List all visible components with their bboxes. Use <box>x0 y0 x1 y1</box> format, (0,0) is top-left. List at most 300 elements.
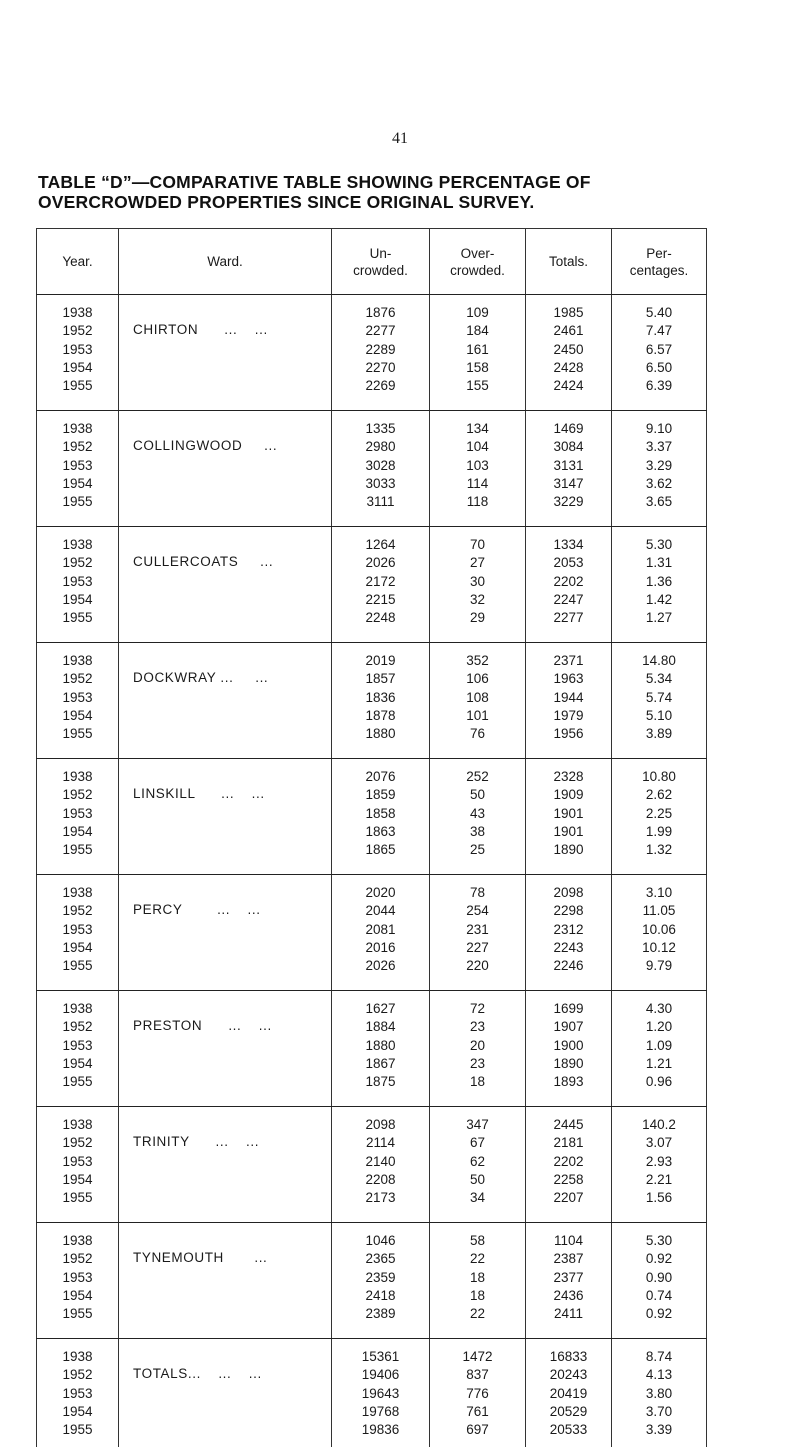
uncrowded-value: 2277 <box>332 322 429 340</box>
year-cell <box>37 527 119 643</box>
overcrowded-value: 134 <box>430 420 525 438</box>
percentage-value: 3.80 <box>612 1385 706 1403</box>
year-value: 1952 <box>37 670 118 688</box>
overcrowded-value: 30 <box>430 573 525 591</box>
totals-value: 2411 <box>526 1305 611 1323</box>
uncrowded-value: 2026 <box>332 554 429 572</box>
year-value: 1938 <box>37 1000 118 1018</box>
page-number: 41 <box>0 130 800 148</box>
ward-cell <box>119 295 332 411</box>
uncrowded-value: 1858 <box>332 805 429 823</box>
totals-value: 2243 <box>526 939 611 957</box>
table-row <box>37 759 707 875</box>
percentage-value: 1.27 <box>612 609 706 627</box>
year-value: 1938 <box>37 652 118 670</box>
totals-value: 2181 <box>526 1134 611 1152</box>
overcrowded-value: 25 <box>430 841 525 859</box>
totals-value: 1699 <box>526 1000 611 1018</box>
uncrowded-value: 2359 <box>332 1269 429 1287</box>
overcrowded-value: 184 <box>430 322 525 340</box>
header-totals: Totals. <box>526 229 612 295</box>
percentage-value: 3.29 <box>612 457 706 475</box>
ward-name: COLLINGWOOD ... <box>119 411 331 453</box>
totals-value: 1909 <box>526 786 611 804</box>
overcrowded-value: 347 <box>430 1116 525 1134</box>
totals-value: 2258 <box>526 1171 611 1189</box>
percentage-cell <box>612 1223 707 1339</box>
overcrowded-value: 161 <box>430 341 525 359</box>
totals-value: 2298 <box>526 902 611 920</box>
percentage-value: 5.30 <box>612 1232 706 1250</box>
table-row <box>37 527 707 643</box>
uncrowded-value: 2248 <box>332 609 429 627</box>
totals-value: 1963 <box>526 670 611 688</box>
percentage-cell <box>612 759 707 875</box>
totals-value: 1900 <box>526 1037 611 1055</box>
year-value: 1953 <box>37 341 118 359</box>
overcrowded-value: 50 <box>430 786 525 804</box>
year-value: 1953 <box>37 921 118 939</box>
totals-value: 2246 <box>526 957 611 975</box>
totals-value: 2450 <box>526 341 611 359</box>
percentage-value: 7.47 <box>612 322 706 340</box>
percentage-cell <box>612 1107 707 1223</box>
overcrowded-value: 114 <box>430 475 525 493</box>
percentage-value: 0.90 <box>612 1269 706 1287</box>
percentage-value: 5.10 <box>612 707 706 725</box>
uncrowded-cell <box>332 1223 430 1339</box>
uncrowded-value: 1046 <box>332 1232 429 1250</box>
uncrowded-value: 2019 <box>332 652 429 670</box>
uncrowded-value: 2114 <box>332 1134 429 1152</box>
uncrowded-value: 1859 <box>332 786 429 804</box>
percentage-value: 10.12 <box>612 939 706 957</box>
ward-cell <box>119 1107 332 1223</box>
uncrowded-cell <box>332 875 430 991</box>
percentage-value: 3.62 <box>612 475 706 493</box>
overcrowded-value: 23 <box>430 1018 525 1036</box>
totals-value: 1469 <box>526 420 611 438</box>
totals-value: 16833 <box>526 1348 611 1366</box>
ward-name: DOCKWRAY ... ... <box>119 643 331 685</box>
uncrowded-value: 1880 <box>332 725 429 743</box>
percentage-value: 0.74 <box>612 1287 706 1305</box>
ward-name: TOTALS... ... ... <box>119 1339 331 1381</box>
percentage-value: 10.06 <box>612 921 706 939</box>
header-uncrowded: Un- crowded. <box>332 229 430 295</box>
uncrowded-cell <box>332 1339 430 1447</box>
totals-value: 2428 <box>526 359 611 377</box>
overcrowded-value: 18 <box>430 1073 525 1091</box>
overcrowded-value: 43 <box>430 805 525 823</box>
totals-cell <box>526 411 612 527</box>
overcrowded-value: 20 <box>430 1037 525 1055</box>
totals-value: 20243 <box>526 1366 611 1384</box>
percentage-value: 0.96 <box>612 1073 706 1091</box>
totals-value: 3147 <box>526 475 611 493</box>
overcrowded-value: 22 <box>430 1305 525 1323</box>
uncrowded-value: 15361 <box>332 1348 429 1366</box>
percentage-value: 3.07 <box>612 1134 706 1152</box>
year-value: 1938 <box>37 1116 118 1134</box>
percentage-value: 1.42 <box>612 591 706 609</box>
overcrowded-value: 76 <box>430 725 525 743</box>
overcrowded-value: 67 <box>430 1134 525 1152</box>
year-value: 1954 <box>37 707 118 725</box>
year-cell <box>37 643 119 759</box>
year-value: 1938 <box>37 768 118 786</box>
overcrowded-value: 109 <box>430 304 525 322</box>
uncrowded-value: 19643 <box>332 1385 429 1403</box>
uncrowded-value: 2020 <box>332 884 429 902</box>
year-value: 1955 <box>37 1073 118 1091</box>
overcrowded-value: 78 <box>430 884 525 902</box>
overcrowded-cell <box>430 991 526 1107</box>
totals-value: 3084 <box>526 438 611 456</box>
overcrowded-cell <box>430 759 526 875</box>
overcrowded-value: 103 <box>430 457 525 475</box>
percentage-value: 1.99 <box>612 823 706 841</box>
percentage-cell <box>612 527 707 643</box>
totals-cell <box>526 643 612 759</box>
header-year: Year. <box>37 229 119 295</box>
totals-cell <box>526 1339 612 1447</box>
totals-value: 3131 <box>526 457 611 475</box>
year-cell <box>37 875 119 991</box>
percentage-value: 0.92 <box>612 1305 706 1323</box>
uncrowded-value: 3111 <box>332 493 429 511</box>
uncrowded-value: 19406 <box>332 1366 429 1384</box>
uncrowded-value: 1627 <box>332 1000 429 1018</box>
overcrowded-value: 761 <box>430 1403 525 1421</box>
table-title <box>38 172 778 212</box>
year-value: 1955 <box>37 725 118 743</box>
percentage-value: 1.31 <box>612 554 706 572</box>
percentage-value: 6.39 <box>612 377 706 395</box>
year-cell <box>37 1339 119 1447</box>
year-value: 1955 <box>37 957 118 975</box>
totals-value: 2312 <box>526 921 611 939</box>
percentage-value: 2.25 <box>612 805 706 823</box>
percentage-value: 9.10 <box>612 420 706 438</box>
year-value: 1953 <box>37 1037 118 1055</box>
percentage-value: 1.32 <box>612 841 706 859</box>
percentage-value: 11.05 <box>612 902 706 920</box>
totals-value: 1956 <box>526 725 611 743</box>
year-value: 1954 <box>37 939 118 957</box>
percentage-value: 3.39 <box>612 1421 706 1439</box>
overcrowded-value: 231 <box>430 921 525 939</box>
totals-cell <box>526 295 612 411</box>
uncrowded-value: 2076 <box>332 768 429 786</box>
percentage-value: 4.13 <box>612 1366 706 1384</box>
overcrowded-cell <box>430 1107 526 1223</box>
totals-value: 1985 <box>526 304 611 322</box>
year-value: 1954 <box>37 475 118 493</box>
year-value: 1955 <box>37 493 118 511</box>
totals-value: 2424 <box>526 377 611 395</box>
percentage-value: 3.37 <box>612 438 706 456</box>
table-row <box>37 295 707 411</box>
overcrowded-value: 106 <box>430 670 525 688</box>
year-value: 1952 <box>37 322 118 340</box>
uncrowded-value: 1863 <box>332 823 429 841</box>
year-value: 1954 <box>37 1055 118 1073</box>
year-value: 1953 <box>37 573 118 591</box>
year-value: 1953 <box>37 805 118 823</box>
percentage-value: 2.21 <box>612 1171 706 1189</box>
uncrowded-cell <box>332 991 430 1107</box>
year-cell <box>37 1223 119 1339</box>
percentage-cell <box>612 295 707 411</box>
totals-value: 20533 <box>526 1421 611 1439</box>
percentage-value: 1.36 <box>612 573 706 591</box>
uncrowded-value: 2389 <box>332 1305 429 1323</box>
totals-value: 2202 <box>526 1153 611 1171</box>
uncrowded-value: 1875 <box>332 1073 429 1091</box>
totals-value: 2202 <box>526 573 611 591</box>
uncrowded-value: 2098 <box>332 1116 429 1134</box>
totals-value: 2098 <box>526 884 611 902</box>
percentage-value: 1.09 <box>612 1037 706 1055</box>
uncrowded-value: 2016 <box>332 939 429 957</box>
year-value: 1952 <box>37 438 118 456</box>
uncrowded-value: 2172 <box>332 573 429 591</box>
totals-value: 2247 <box>526 591 611 609</box>
percentage-value: 5.40 <box>612 304 706 322</box>
title-line-1: TABLE “D”—COMPARATIVE TABLE SHOWING PERCENTAGE OF <box>38 172 778 192</box>
year-value: 1952 <box>37 1134 118 1152</box>
overcrowded-value: 158 <box>430 359 525 377</box>
overcrowded-value: 22 <box>430 1250 525 1268</box>
ward-cell <box>119 875 332 991</box>
ward-name: CHIRTON ... ... <box>119 295 331 337</box>
totals-cell <box>526 527 612 643</box>
uncrowded-value: 3033 <box>332 475 429 493</box>
totals-cell <box>526 1107 612 1223</box>
year-value: 1938 <box>37 420 118 438</box>
percentage-value: 1.21 <box>612 1055 706 1073</box>
uncrowded-value: 1876 <box>332 304 429 322</box>
year-value: 1953 <box>37 1269 118 1287</box>
ward-name: LINSKILL ... ... <box>119 759 331 801</box>
year-value: 1938 <box>37 884 118 902</box>
overcrowded-value: 70 <box>430 536 525 554</box>
totals-value: 1901 <box>526 805 611 823</box>
overcrowded-value: 104 <box>430 438 525 456</box>
totals-value: 1979 <box>526 707 611 725</box>
totals-value: 2371 <box>526 652 611 670</box>
overcrowded-value: 18 <box>430 1269 525 1287</box>
uncrowded-value: 1836 <box>332 689 429 707</box>
year-value: 1954 <box>37 1171 118 1189</box>
table-row <box>37 991 707 1107</box>
year-value: 1952 <box>37 1250 118 1268</box>
table-row <box>37 1223 707 1339</box>
overcrowded-value: 254 <box>430 902 525 920</box>
year-value: 1952 <box>37 1018 118 1036</box>
overcrowding-table <box>36 228 707 1447</box>
overcrowded-cell <box>430 643 526 759</box>
overcrowded-value: 101 <box>430 707 525 725</box>
year-value: 1954 <box>37 359 118 377</box>
totals-value: 1893 <box>526 1073 611 1091</box>
totals-value: 2461 <box>526 322 611 340</box>
totals-value: 2277 <box>526 609 611 627</box>
uncrowded-cell <box>332 759 430 875</box>
percentage-value: 6.50 <box>612 359 706 377</box>
header-overcrowded: Over- crowded. <box>430 229 526 295</box>
year-value: 1938 <box>37 1348 118 1366</box>
percentage-value: 6.57 <box>612 341 706 359</box>
overcrowded-cell <box>430 527 526 643</box>
percentage-value: 5.34 <box>612 670 706 688</box>
year-value: 1955 <box>37 609 118 627</box>
ward-cell <box>119 1223 332 1339</box>
totals-value: 1907 <box>526 1018 611 1036</box>
ward-cell <box>119 527 332 643</box>
overcrowded-value: 108 <box>430 689 525 707</box>
totals-value: 1890 <box>526 1055 611 1073</box>
overcrowded-cell <box>430 1339 526 1447</box>
uncrowded-cell <box>332 411 430 527</box>
ward-cell <box>119 1339 332 1447</box>
uncrowded-cell <box>332 527 430 643</box>
overcrowded-value: 155 <box>430 377 525 395</box>
year-cell <box>37 295 119 411</box>
uncrowded-cell <box>332 1107 430 1223</box>
year-value: 1953 <box>37 1385 118 1403</box>
percentage-cell <box>612 991 707 1107</box>
totals-value: 1901 <box>526 823 611 841</box>
percentage-value: 10.80 <box>612 768 706 786</box>
uncrowded-value: 1880 <box>332 1037 429 1055</box>
overcrowded-cell <box>430 1223 526 1339</box>
totals-value: 20419 <box>526 1385 611 1403</box>
percentage-cell <box>612 643 707 759</box>
percentage-value: 3.89 <box>612 725 706 743</box>
year-value: 1955 <box>37 377 118 395</box>
overcrowded-value: 62 <box>430 1153 525 1171</box>
uncrowded-value: 2215 <box>332 591 429 609</box>
overcrowded-value: 29 <box>430 609 525 627</box>
overcrowded-value: 72 <box>430 1000 525 1018</box>
percentage-cell <box>612 411 707 527</box>
year-value: 1952 <box>37 786 118 804</box>
table-row <box>37 1107 707 1223</box>
year-cell <box>37 1107 119 1223</box>
overcrowded-value: 18 <box>430 1287 525 1305</box>
overcrowded-value: 27 <box>430 554 525 572</box>
year-value: 1954 <box>37 591 118 609</box>
overcrowded-value: 50 <box>430 1171 525 1189</box>
totals-value: 2387 <box>526 1250 611 1268</box>
uncrowded-value: 19836 <box>332 1421 429 1439</box>
uncrowded-value: 2044 <box>332 902 429 920</box>
totals-value: 3229 <box>526 493 611 511</box>
overcrowded-cell <box>430 411 526 527</box>
ward-cell <box>119 759 332 875</box>
percentage-value: 1.20 <box>612 1018 706 1036</box>
percentage-value: 3.70 <box>612 1403 706 1421</box>
uncrowded-value: 2980 <box>332 438 429 456</box>
year-value: 1953 <box>37 1153 118 1171</box>
percentage-value: 1.56 <box>612 1189 706 1207</box>
uncrowded-value: 1857 <box>332 670 429 688</box>
totals-cell <box>526 759 612 875</box>
overcrowded-value: 38 <box>430 823 525 841</box>
percentage-value: 2.93 <box>612 1153 706 1171</box>
percentage-value: 9.79 <box>612 957 706 975</box>
overcrowded-value: 118 <box>430 493 525 511</box>
ward-name: PRESTON ... ... <box>119 991 331 1033</box>
totals-value: 2436 <box>526 1287 611 1305</box>
uncrowded-value: 1335 <box>332 420 429 438</box>
overcrowded-value: 837 <box>430 1366 525 1384</box>
year-value: 1954 <box>37 823 118 841</box>
totals-value: 1104 <box>526 1232 611 1250</box>
percentage-value: 5.74 <box>612 689 706 707</box>
uncrowded-value: 3028 <box>332 457 429 475</box>
year-value: 1953 <box>37 689 118 707</box>
uncrowded-value: 1878 <box>332 707 429 725</box>
overcrowded-value: 697 <box>430 1421 525 1439</box>
table-row <box>37 1339 707 1447</box>
ward-cell <box>119 411 332 527</box>
uncrowded-value: 2289 <box>332 341 429 359</box>
percentage-value: 14.80 <box>612 652 706 670</box>
uncrowded-value: 19768 <box>332 1403 429 1421</box>
uncrowded-value: 2173 <box>332 1189 429 1207</box>
year-value: 1953 <box>37 457 118 475</box>
overcrowded-value: 252 <box>430 768 525 786</box>
uncrowded-value: 2269 <box>332 377 429 395</box>
year-value: 1952 <box>37 554 118 572</box>
uncrowded-value: 1264 <box>332 536 429 554</box>
ward-name: TRINITY ... ... <box>119 1107 331 1149</box>
overcrowded-value: 220 <box>430 957 525 975</box>
totals-value: 2445 <box>526 1116 611 1134</box>
year-value: 1955 <box>37 1189 118 1207</box>
overcrowded-value: 227 <box>430 939 525 957</box>
percentage-value: 0.92 <box>612 1250 706 1268</box>
uncrowded-value: 2418 <box>332 1287 429 1305</box>
percentage-value: 5.30 <box>612 536 706 554</box>
year-value: 1955 <box>37 841 118 859</box>
overcrowded-value: 34 <box>430 1189 525 1207</box>
overcrowded-cell <box>430 295 526 411</box>
table-row <box>37 875 707 991</box>
percentage-value: 3.65 <box>612 493 706 511</box>
percentage-value: 4.30 <box>612 1000 706 1018</box>
year-cell <box>37 991 119 1107</box>
totals-value: 2207 <box>526 1189 611 1207</box>
overcrowded-value: 58 <box>430 1232 525 1250</box>
year-value: 1938 <box>37 536 118 554</box>
totals-value: 1890 <box>526 841 611 859</box>
totals-value: 1334 <box>526 536 611 554</box>
ward-name: TYNEMOUTH ... <box>119 1223 331 1265</box>
header-percentages: Per- centages. <box>612 229 707 295</box>
uncrowded-value: 1865 <box>332 841 429 859</box>
ward-cell <box>119 991 332 1107</box>
year-value: 1938 <box>37 304 118 322</box>
uncrowded-value: 2081 <box>332 921 429 939</box>
year-value: 1954 <box>37 1403 118 1421</box>
ward-name: CULLERCOATS ... <box>119 527 331 569</box>
percentage-value: 140.2 <box>612 1116 706 1134</box>
uncrowded-value: 1884 <box>332 1018 429 1036</box>
